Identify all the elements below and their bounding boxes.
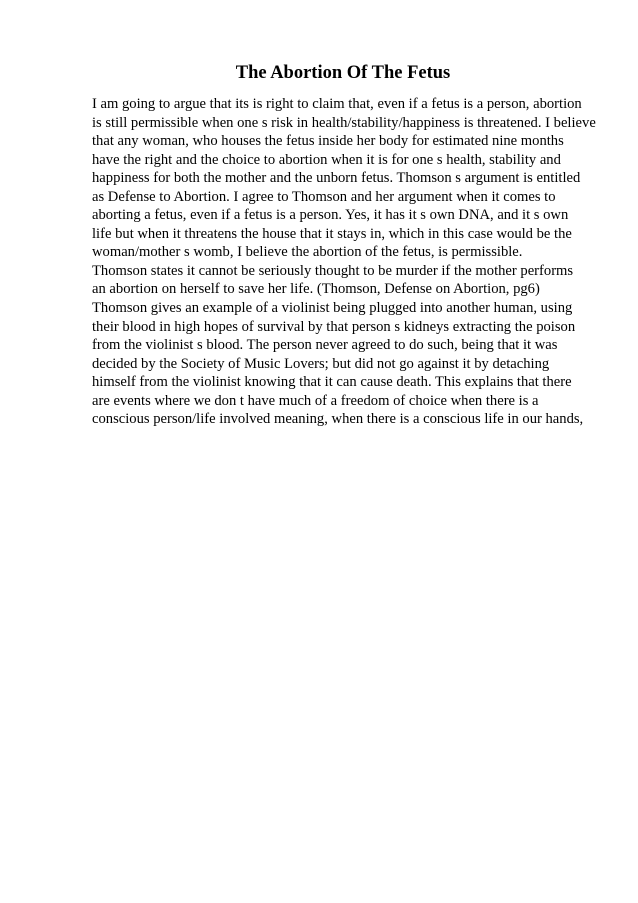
body-line: I am going to argue that its is right to claim that, even if a fetus is a person, abortion [92,96,582,112]
document-body [92,95,612,429]
body-line: from the violinist s blood. The person never agreed to do such, being that it was [92,337,558,354]
body-line: happiness for both the mother and the unborn fetus. Thomson s argument is entitled [92,170,581,187]
body-line: aborting a fetus, even if a fetus is a person. Yes, it has it s own DNA, and it s own [92,207,569,224]
body-line: life but when it threatens the house that it stays in, which in this case would be the [92,225,572,242]
body-line: that any woman, who houses the fetus inside her body for estimated nine months [92,133,564,150]
body-line: himself from the violinist knowing that it can cause death. This explains that there [92,374,572,391]
body-line: decided by the Society of Music Lovers; but did not go against it by detaching [92,355,550,372]
body-line: is still permissible when one s risk in health/stability/happiness is threatened. I believe [92,114,596,131]
body-line: their blood in high hopes of survival by that person s kidneys extracting the poison [92,318,576,335]
body-line: Thomson states it cannot be seriously thought to be murder if the mother performs [92,262,574,279]
body-line: Thomson gives an example of a violinist being plugged into another human, using [92,300,573,317]
body-line: as Defense to Abortion. I agree to Thomson and her argument when it comes to [92,188,556,205]
body-line: an abortion on herself to save her life. (Thomson, Defense on Abortion, pg6) [92,281,540,298]
body-line: conscious person/life involved meaning, when there is a conscious life in our hands, [92,411,584,428]
body-line: are events where we don t have much of a freedom of choice when there is a [92,392,539,409]
document-title: The Abortion Of The Fetus [235,63,451,83]
body-line: woman/mother s womb, I believe the abortion of the fetus, is permissible. [92,244,523,261]
body-line: have the right and the choice to abortion when it is for one s health, stability and [92,151,561,168]
